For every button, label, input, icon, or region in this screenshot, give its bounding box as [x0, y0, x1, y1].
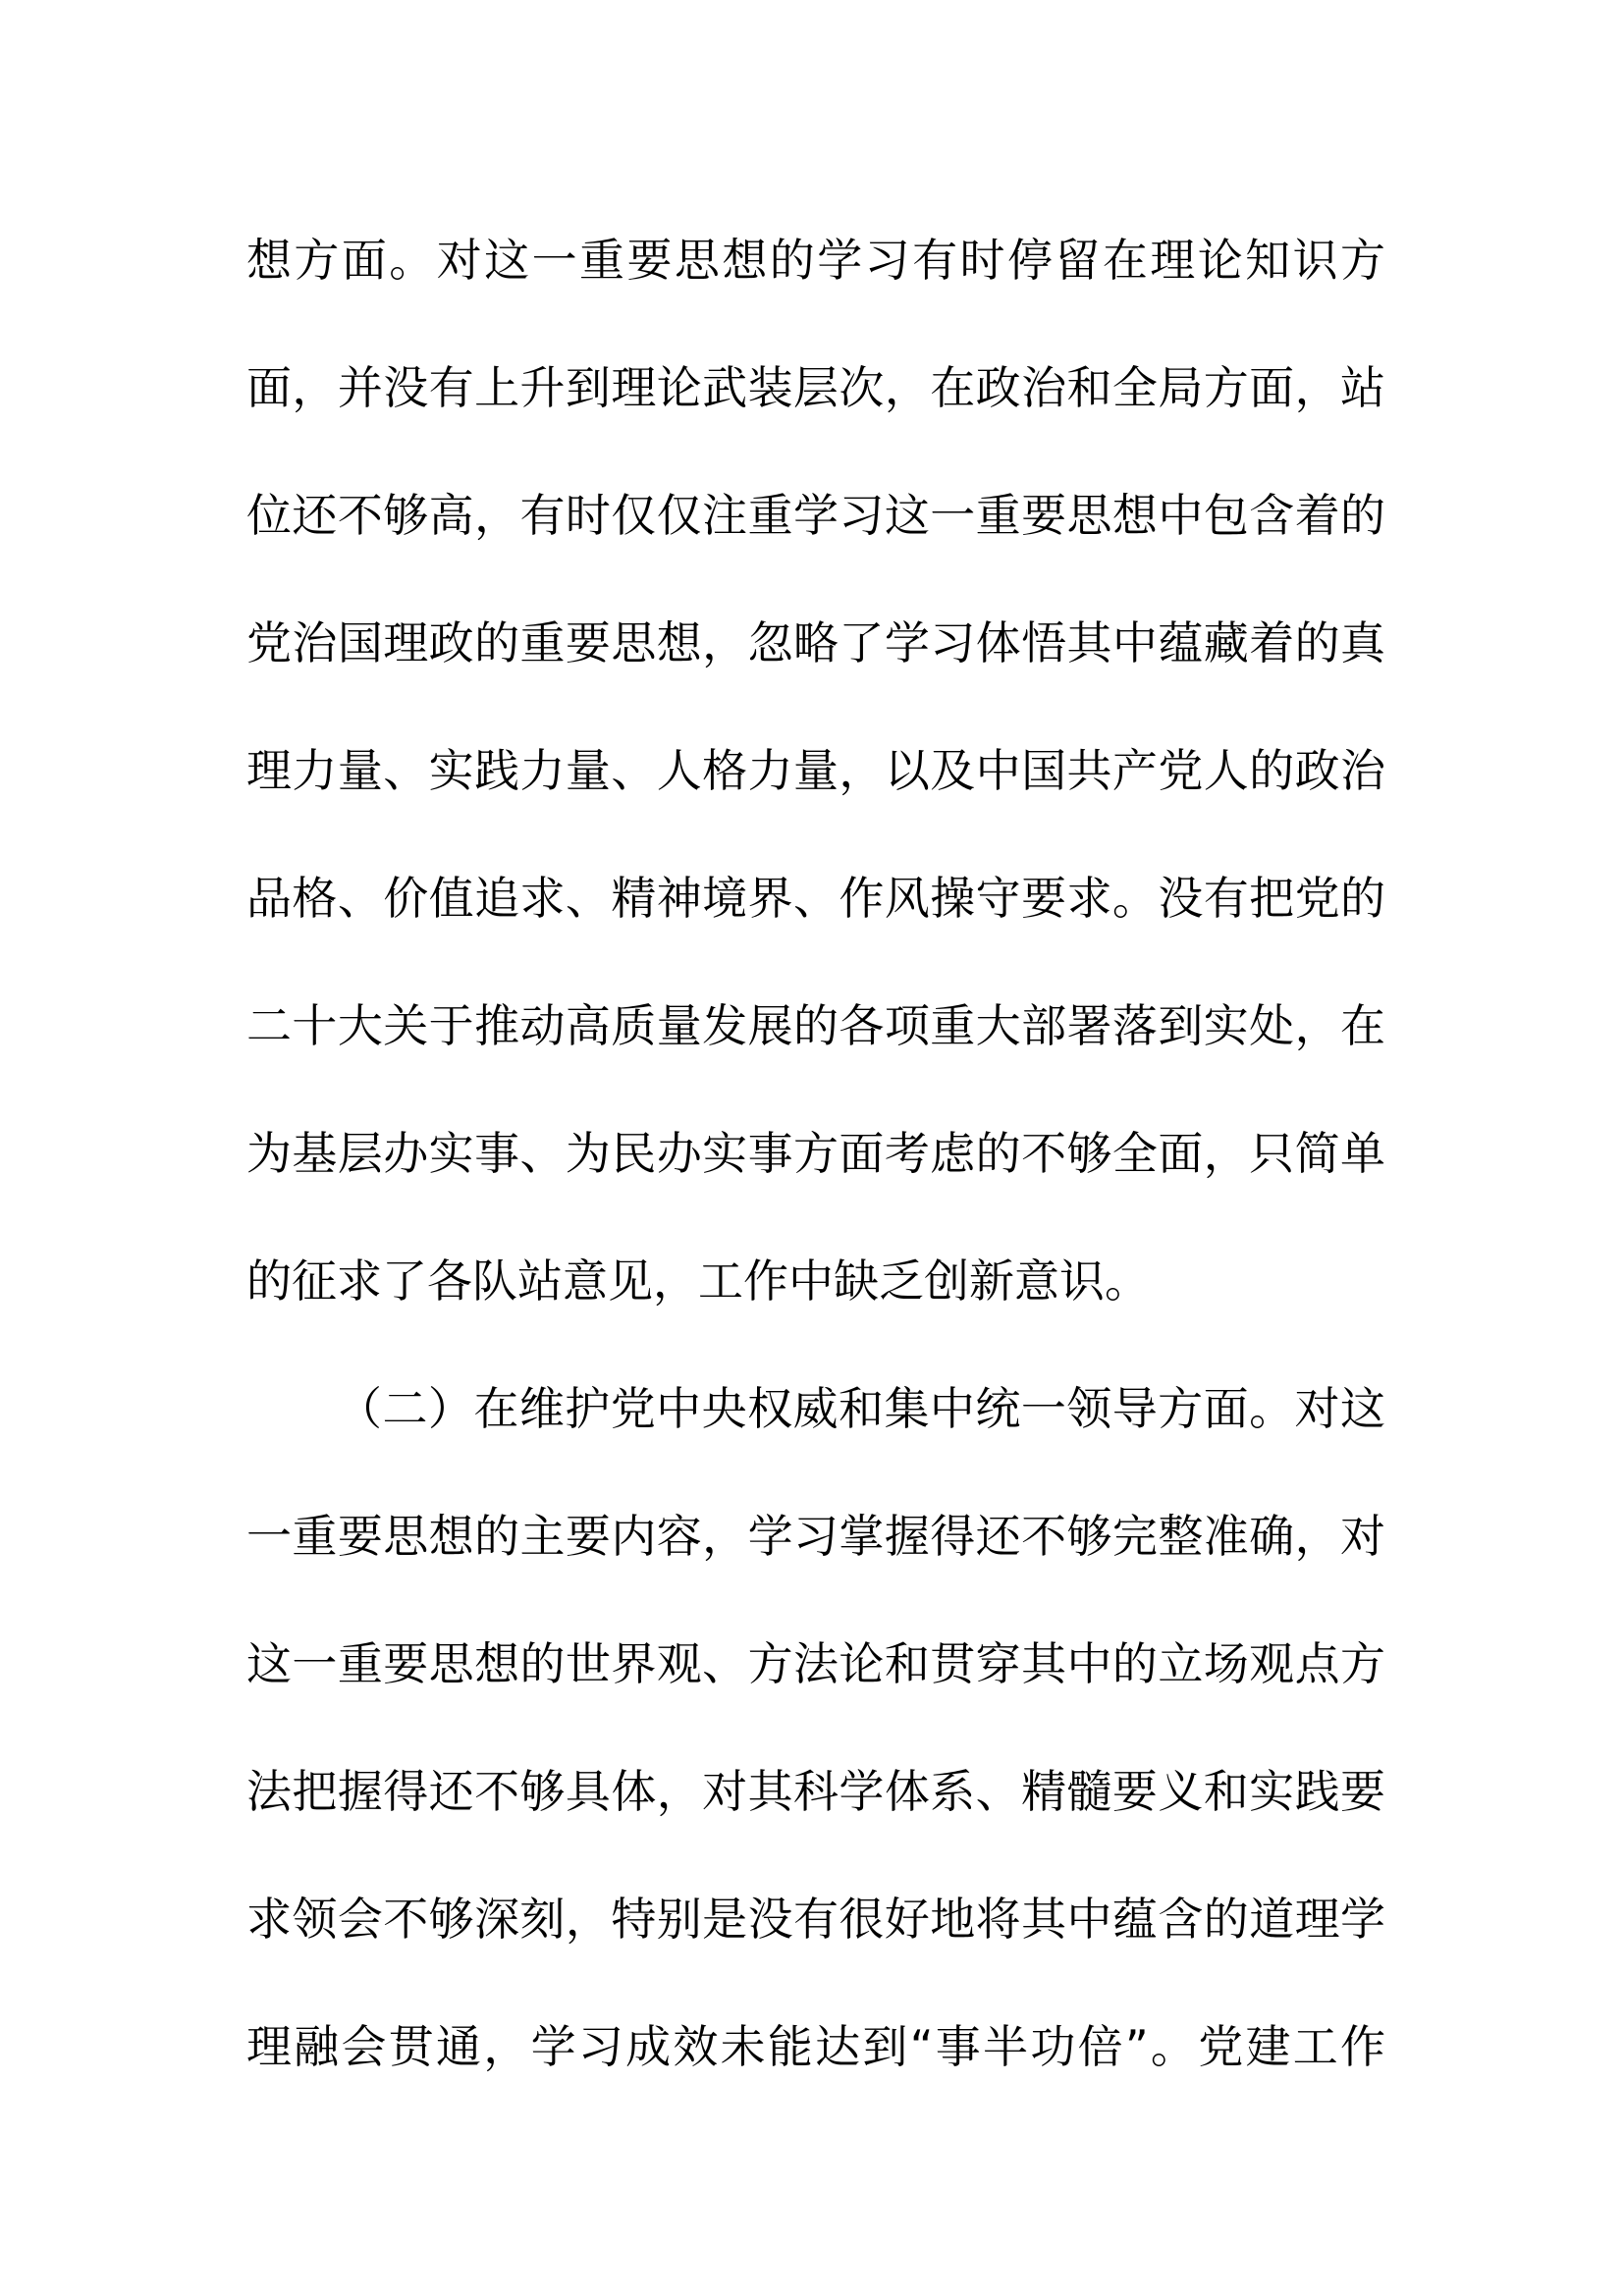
- text-line: 理力量、实践力量、人格力量，以及中国共产党人的政治: [246, 744, 1385, 797]
- text-line: 为基层办实事、为民办实事方面考虑的不够全面，只简单: [246, 1127, 1385, 1180]
- text-line: 的征求了各队站意见，工作中缺乏创新意识。: [246, 1255, 1150, 1308]
- text-line: 二十大关于推动高质量发展的各项重大部署落到实处，在: [246, 999, 1385, 1052]
- text-line: 想方面。对这一重要思想的学习有时停留在理论知识方: [246, 234, 1385, 287]
- text-line: 品格、价值追求、精神境界、作风操守要求。没有把党的: [246, 872, 1385, 925]
- text-line: 党治国理政的重要思想，忽略了学习体悟其中蕴藏着的真: [246, 616, 1385, 669]
- text-line: 理融会贯通，学习成效未能达到“事半功倍”。党建工作: [246, 2020, 1385, 2073]
- text-line: 求领会不够深刻，特别是没有很好地将其中蕴含的道理学: [246, 1893, 1385, 1946]
- text-line: 一重要思想的主要内容，学习掌握得还不够完整准确，对: [246, 1510, 1385, 1563]
- text-line: 这一重要思想的世界观、方法论和贯穿其中的立场观点方: [246, 1637, 1385, 1690]
- text-line: 位还不够高，有时仅仅注重学习这一重要思想中包含着的: [246, 489, 1385, 542]
- text-line: 面，并没有上升到理论武装层次，在政治和全局方面，站: [246, 361, 1385, 414]
- text-line: 法把握得还不够具体，对其科学体系、精髓要义和实践要: [246, 1765, 1385, 1818]
- section-heading-line: （二）在维护党中央权威和集中统一领导方面。对这: [337, 1382, 1385, 1435]
